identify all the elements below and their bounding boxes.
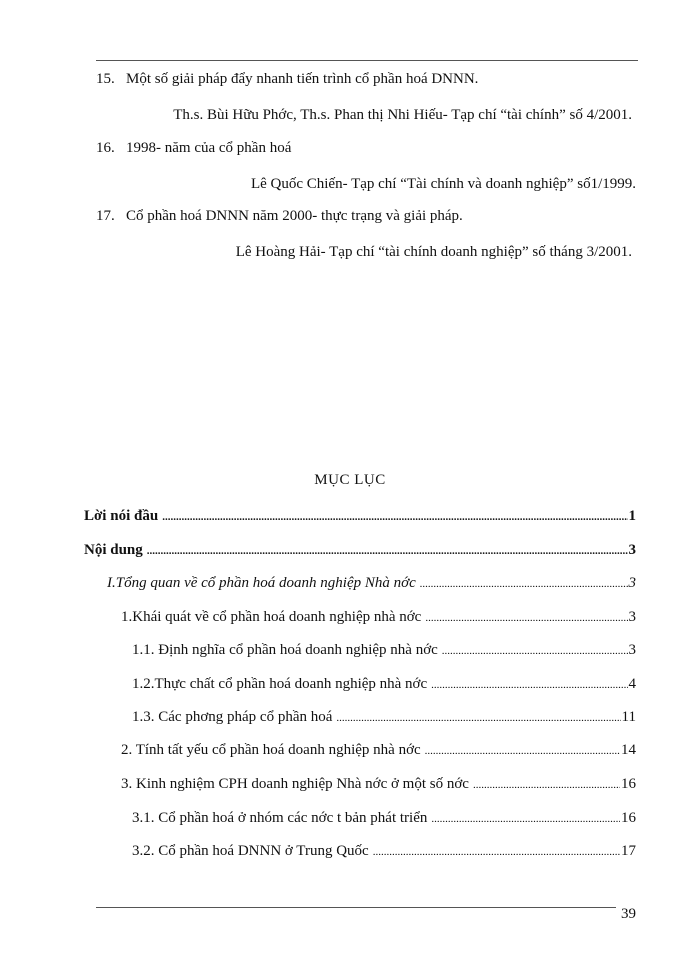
reference-title: Một số giải pháp đẩy nhanh tiến trình cổ phần hoá DNNN. [126, 71, 479, 87]
toc-entry[interactable] [132, 675, 636, 694]
toc-entry-label: 3.2. Cổ phần hoá DNNN ở Trung Quốc [132, 843, 369, 859]
toc-entry[interactable] [132, 809, 636, 828]
toc-entry-page: 1 [628, 508, 636, 524]
reference-source: Th.s. Bùi Hữu Phớc, Th.s. Phan thị Nhi Hiếu- Tạp chí “tài chính” số 4/2001. [173, 107, 632, 123]
toc-leader-dots [162, 508, 627, 526]
toc-entry[interactable] [132, 708, 636, 727]
toc-entry-page: 14 [621, 742, 636, 758]
toc-title: MỤC LỤC [314, 472, 386, 488]
toc-entry-label: 1.1. Định nghĩa cổ phần hoá doanh nghiệp nhà nớc [132, 642, 438, 658]
toc-entry-page: 3 [628, 542, 636, 558]
toc-entry[interactable] [132, 641, 636, 660]
toc-entry[interactable] [121, 741, 636, 760]
toc-entry[interactable] [107, 574, 636, 593]
toc-entry[interactable] [84, 507, 636, 526]
toc-leader-dots [431, 676, 627, 694]
toc-entry-page: 16 [621, 776, 636, 792]
reference-item [96, 70, 478, 88]
reference-number: 17. [96, 208, 115, 224]
toc-leader-dots [373, 843, 620, 861]
toc-entry-label: Lời nói đầu [84, 508, 159, 524]
toc-entry-page: 11 [621, 709, 636, 725]
toc-leader-dots [425, 742, 620, 760]
toc-entry-label: 2. Tính tất yếu cổ phần hoá doanh nghiệp nhà nớc [121, 742, 421, 758]
toc-leader-dots [473, 776, 620, 794]
toc-entry-label: 1.2.Thực chất cổ phần hoá doanh nghiệp nhà nớc [132, 676, 428, 692]
toc-entry-label: I.Tổng quan về cổ phần hoá doanh nghiệp Nhà nớc [107, 575, 416, 591]
toc-leader-dots [420, 575, 628, 593]
toc-entry-page: 3 [628, 575, 636, 591]
toc-entry-label: 3.1. Cổ phần hoá ở nhóm các nớc t bản phát triển [132, 810, 428, 826]
page-number: 39 [621, 906, 636, 922]
toc-leader-dots [442, 642, 628, 660]
footer-divider [96, 907, 616, 908]
toc-entry-page: 3 [628, 609, 636, 625]
toc-leader-dots [336, 709, 620, 727]
toc-entry-page: 4 [628, 676, 636, 692]
reference-number: 15. [96, 71, 115, 87]
toc-entry-label: 1.3. Các phơng pháp cổ phần hoá [132, 709, 333, 725]
reference-source: Lê Hoàng Hải- Tạp chí “tài chính doanh nghiệp” số tháng 3/2001. [235, 244, 632, 260]
toc-entry-label: Nội dung [84, 542, 143, 558]
reference-title: 1998- năm của cổ phần hoá [126, 140, 292, 156]
toc-leader-dots [425, 609, 627, 627]
toc-entry-label: 1.Khái quát về cổ phần hoá doanh nghiệp nhà nớc [121, 609, 422, 625]
toc-entry[interactable] [121, 608, 636, 627]
toc-entry-page: 17 [621, 843, 636, 859]
reference-item [96, 139, 291, 157]
toc-entry-label: 3. Kinh nghiệm CPH doanh nghiệp Nhà nớc ở một số nớc [121, 776, 469, 792]
toc-entry-page: 16 [621, 810, 636, 826]
reference-title: Cổ phần hoá DNNN năm 2000- thực trạng và giải pháp. [126, 208, 463, 224]
toc-leader-dots [431, 810, 620, 828]
toc-leader-dots [147, 542, 628, 560]
header-divider [96, 60, 638, 61]
toc-entry[interactable] [84, 541, 636, 560]
toc-entry-page: 3 [628, 642, 636, 658]
toc-entry[interactable] [132, 842, 636, 861]
reference-number: 16. [96, 140, 115, 156]
reference-source: Lê Quốc Chiến- Tạp chí “Tài chính và doanh nghiệp” số1/1999. [250, 176, 636, 192]
toc-entry[interactable] [121, 775, 636, 794]
reference-item [96, 207, 463, 225]
